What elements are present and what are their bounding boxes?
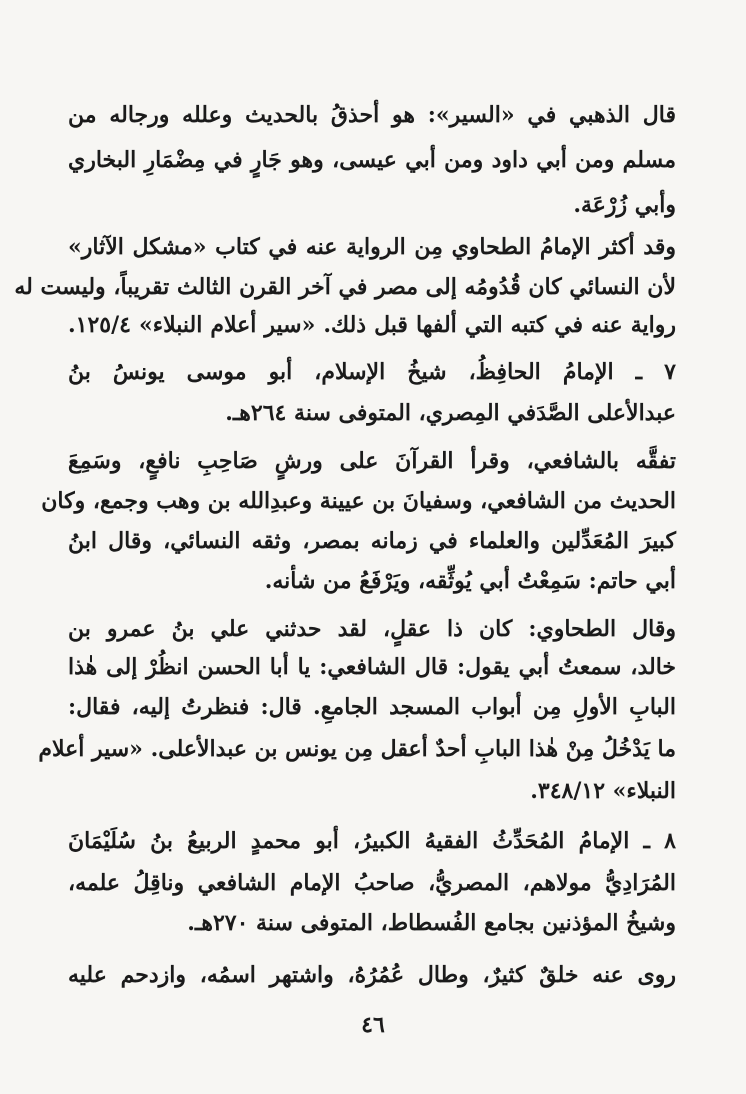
text-line: لأن النسائي كان قُدُومُه إلى مصر في آخر القرن الثالث تقريباً، وليست له xyxy=(14,274,676,300)
entry-heading-line: ٨ ـ الإمامُ المُحَدِّثُ الفقيهُ الكبيرُ، أبو محمدٍ الربيعُ بنُ سُلَيْمَانَ xyxy=(68,828,676,854)
entry-heading-line: وشيخُ المؤذنين بجامع الفُسطاط، المتوفى سنة ٢٧٠هـ. xyxy=(187,910,676,936)
text-line: خالد، سمعتُ أبي يقول: قال الشافعي: يا أبا الحسن انظُرْ إلى هٰذا xyxy=(68,654,676,680)
text-line: ما يَدْخُلُ مِنْ هٰذا البابِ أحدٌ أعقل مِن يونس بن عبدالأعلى. «سير أعلام xyxy=(38,736,676,762)
entry-heading-line: المُرَادِيُّ مولاهم، المصريُّ، صاحبُ الإمام الشافعي وناقِلُ علمه، xyxy=(68,870,676,896)
text-line: أبي حاتم: سَمِعْتُ أبي يُوثِّقه، ويَرْفَعُ من شأنه. xyxy=(264,568,676,594)
text-line: النبلاء» ٣٤٨/١٢. xyxy=(530,778,676,804)
text-line: روى عنه خلقٌ كثيرٌ، وطال عُمُرُهُ، واشتهر اسمُه، وازدحم عليه xyxy=(68,962,676,988)
entry-heading-line: عبدالأعلى الصَّدَفي المِصري، المتوفى سنة ٢٦٤هـ. xyxy=(225,400,676,426)
page-number: ٤٦ xyxy=(361,1012,385,1038)
text-line: الحديث من الشافعي، وسفيانَ بن عيينة وعبدِالله بن وهب وجمع، وكان xyxy=(41,488,676,514)
text-line: وقد أكثر الإمامُ الطحاوي مِن الرواية عنه في كتاب «مشكل الآثار» xyxy=(68,234,676,260)
text-line: كبيرَ المُعَدِّلين والعلماء في زمانه بمصر، وثقه النسائي، وقال ابنُ xyxy=(68,528,676,554)
text-line: قال الذهبي في «السير»: هو أحذقُ بالحديث وعلله ورجاله من xyxy=(68,102,676,128)
text-line: تفقَّه بالشافعي، وقرأ القرآنَ على ورشٍ صَاحِبِ نافعٍ، وسَمِعَ xyxy=(68,448,676,474)
text-line: رواية عنه في كتبه التي ألفها قبل ذلك. «سير أعلام النبلاء» ١٢٥/٤. xyxy=(68,312,676,338)
text-line: وقال الطحاوي: كان ذا عقلٍ، لقد حدثني علي بنُ عمرو بن xyxy=(68,616,676,642)
text-line: وأبي زُرْعَة. xyxy=(573,192,676,218)
text-line: مسلم ومن أبي داود ومن أبي عيسى، وهو جَارٍ في مِضْمَارِ البخاري xyxy=(68,147,676,173)
entry-heading-line: ٧ ـ الإمامُ الحافِظُ، شيخُ الإسلام، أبو موسى يونسُ بنُ xyxy=(68,359,676,385)
text-line: البابِ الأولِ مِن أبواب المسجد الجامعِ. قال: فنظرتُ إليه، فقال: xyxy=(68,694,676,720)
